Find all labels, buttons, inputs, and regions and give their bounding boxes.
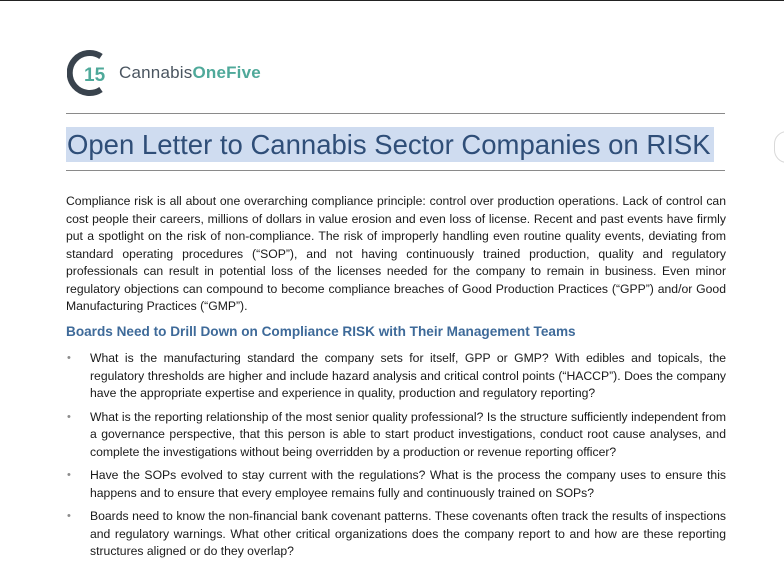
bullet-marker: • (67, 469, 71, 481)
title-bottom-rule (66, 170, 725, 171)
question-list (66, 350, 726, 567)
logo-number: 15 (84, 65, 106, 86)
list-item-text: Have the SOPs evolved to stay current with the regulations? What is the process the company uses to ensure this happens and to ensure that every employee remains fully and continuously trained on SOPs? (90, 468, 726, 500)
list-item-text: What is the reporting relationship of the most senior quality professional? Is the structure sufficiently independent from a governance perspective, that this person is able to start product investigations, conduct root cause analyses, and complete the investigations without being overridden by a production or revenue reporting officer? (90, 409, 726, 459)
c15-logo-icon (67, 48, 113, 98)
brand-name-part1: Cannabis (119, 63, 193, 82)
bullet-marker: • (67, 410, 71, 423)
document-title: Open Letter to Cannabis Sector Companies on RISK (66, 127, 714, 162)
title-top-rule (66, 113, 725, 114)
bullet-marker: • (67, 352, 71, 364)
brand-name-part2: OneFive (192, 63, 261, 82)
list-item (66, 409, 726, 462)
section-heading: Boards Need to Drill Down on Compliance RISK with Their Management Teams (66, 324, 576, 339)
side-panel-tab[interactable] (774, 131, 784, 163)
brand-name (119, 63, 261, 83)
list-item-text: Boards need to know the non-financial bank covenant patterns. These covenants often track the results of inspections and regulatory warnings. What other critical organizations does the company report to and how are these reporting structures aligned or do they overlap? (90, 509, 726, 558)
brand-logo (67, 48, 261, 98)
bullet-marker: • (67, 510, 71, 522)
list-item-text: What is the manufacturing standard the company sets for itself, GPP or GMP? With edibles and topicals, the regulatory thresholds are higher and include hazard analysis and critical control points (“HACCP”). Does the company have the appropriate expertise and experience in quality, production and regulatory reporting? (90, 351, 726, 400)
window-top-border (0, 0, 784, 1)
list-item (66, 508, 726, 561)
list-item (66, 467, 726, 502)
list-item (66, 350, 726, 403)
intro-paragraph: Compliance risk is all about one overarching compliance principle: control over production operations. Lack of control can cost people their careers, millions of dollars in value erosion and even loss of license. Recent and past events have firmly put a spotlight on the risk of non-compliance. The risk of improperly handling even routine quality events, deviating from standard operating procedures (“SOP”), and not having continuously trained production, quality and regulatory professionals can result in potential loss of the licenses needed for the company to remain in business. Even minor regulatory objections can compound to become compliance breaches of Good Production Practices (“GPP”) and/or Good Manufacturing Practices (“GMP”). (66, 194, 726, 313)
